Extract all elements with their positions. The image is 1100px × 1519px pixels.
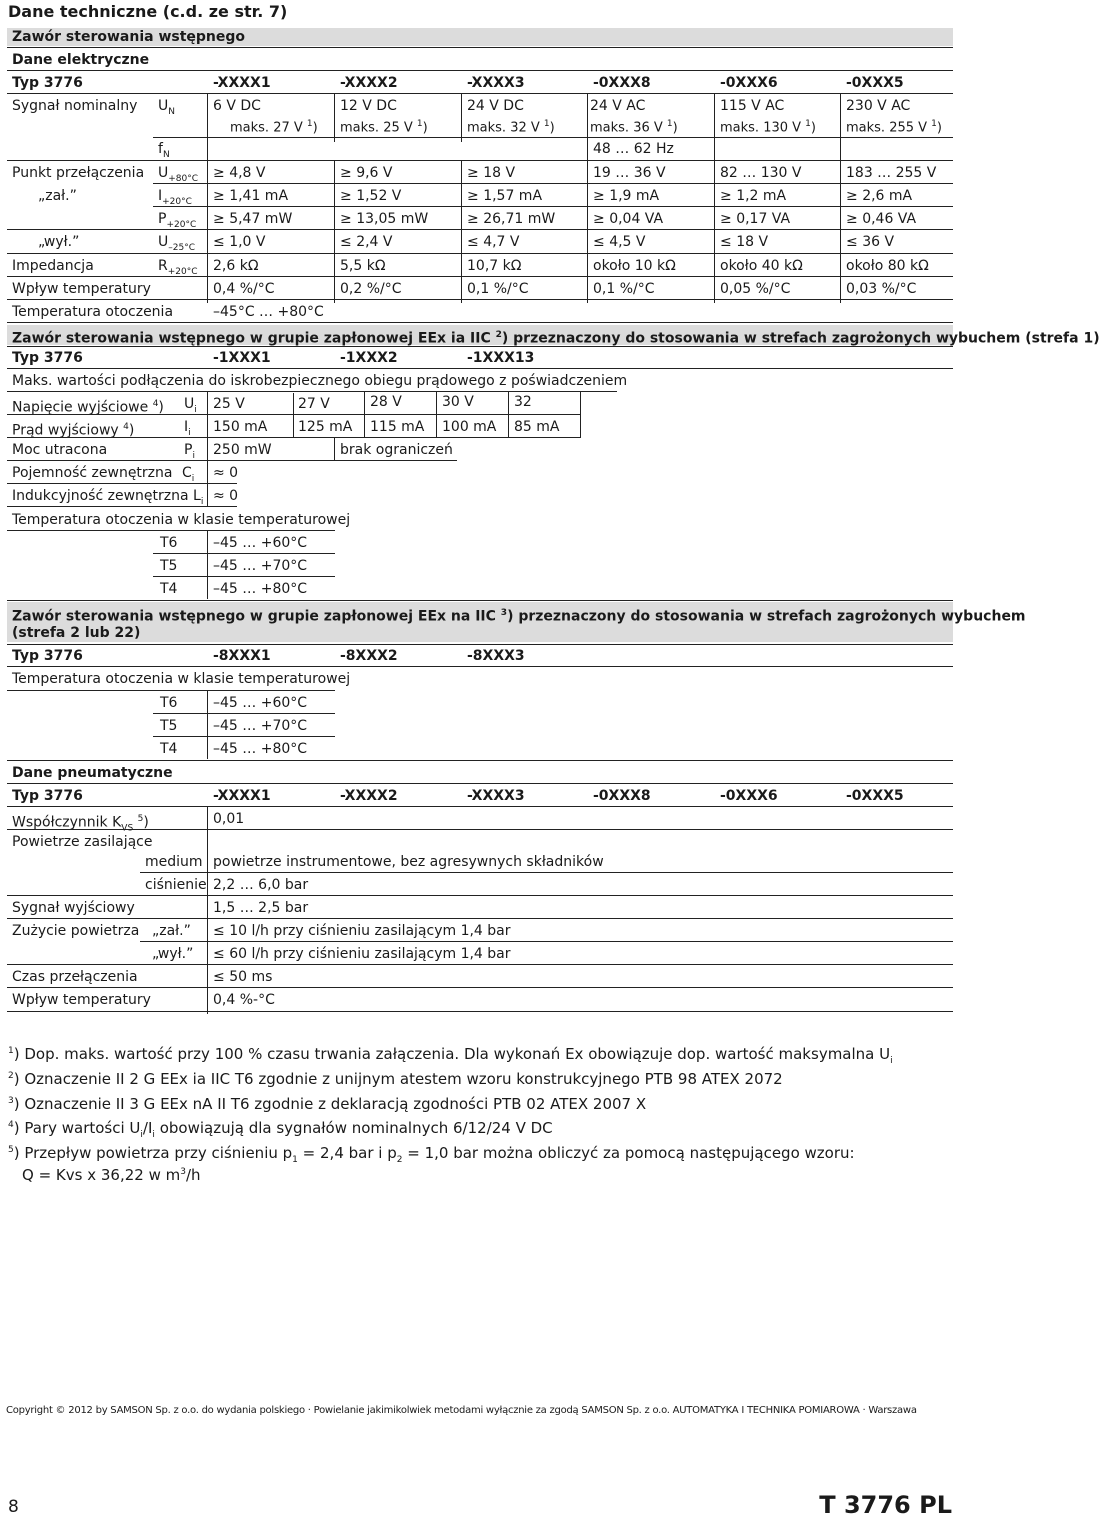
pi-value: brak ograniczeń bbox=[340, 442, 453, 458]
switch-point-label: Punkt przełączenia bbox=[12, 165, 145, 181]
footnote-4: $^4$) Pary wartości $U_i/I_i$ obowiązują dla sygnałów nominalnych 6/12/24 V DC bbox=[8, 1119, 553, 1140]
copyright-notice: Copyright © 2012 by SAMSON Sp. z o.o. do wydania polskiego · Powielanie jakimikolwiek metodami wyłącznie za zgodą SAMSON Sp. z o.o. AUTOMATYKA I TECHNIKA POMIAROWA · Warszawa bbox=[6, 1405, 917, 1416]
off-label: „wył.” bbox=[38, 234, 80, 250]
pi-symbol: $P_i$ bbox=[184, 442, 195, 461]
impedance-value: 10,7 kΩ bbox=[467, 258, 522, 274]
fn-symbol: $f_N$ bbox=[158, 141, 170, 160]
subsection-heading-electrical: Dane elektryczne bbox=[12, 52, 150, 68]
pneu-type-code: -0XXX6 bbox=[720, 788, 778, 804]
voltage: 6 V DC bbox=[213, 98, 261, 114]
column-divider bbox=[714, 93, 715, 303]
max-voltage: maks. 130 V $^1$) bbox=[720, 119, 816, 136]
divider bbox=[7, 299, 953, 300]
i20-value: ≥ 2,6 mA bbox=[846, 188, 913, 204]
divider bbox=[7, 530, 335, 531]
temp-range: –45 … +60°C bbox=[213, 535, 308, 551]
divider bbox=[7, 414, 581, 415]
pneu-type-code: -0XXX5 bbox=[846, 788, 904, 804]
pneu-type-code: -XXXX1 bbox=[213, 788, 271, 804]
output-signal-label: Sygnał wyjściowy bbox=[12, 900, 135, 916]
max-voltage: maks. 25 V $^1$) bbox=[340, 119, 428, 136]
u80-symbol: $U_{+80^\circ C}$ bbox=[158, 165, 199, 184]
voltage: 12 V DC bbox=[340, 98, 397, 114]
divider bbox=[7, 229, 953, 230]
consumption-off-label: „wył.” bbox=[152, 946, 194, 962]
divider bbox=[7, 964, 953, 965]
temp-range: –45 … +70°C bbox=[213, 558, 308, 574]
ii-value: 100 mA bbox=[442, 419, 497, 435]
temp-class-label: Temperatura otoczenia w klasie temperaturowej bbox=[12, 512, 351, 528]
temp-influence-value: 0,4 %/°C bbox=[213, 281, 275, 297]
divider bbox=[7, 47, 953, 48]
i20-value: ≥ 1,2 mA bbox=[720, 188, 787, 204]
document-code: T 3776 PL bbox=[819, 1491, 952, 1519]
grid-line bbox=[293, 393, 294, 437]
supply-air-label: Powietrze zasilające bbox=[12, 834, 153, 850]
signal-label: Sygnał nominalny bbox=[12, 98, 138, 114]
divider bbox=[7, 506, 237, 507]
max-values-label: Maks. wartości podłączenia do iskrobezpiecznego obiegu prądowego z poświadczeniem bbox=[12, 373, 628, 389]
i20-value: ≥ 1,41 mA bbox=[213, 188, 289, 204]
divider bbox=[7, 783, 953, 784]
grid-line bbox=[334, 437, 335, 460]
i20-value: ≥ 1,52 V bbox=[340, 188, 402, 204]
p20-value: ≥ 13,05 mW bbox=[340, 211, 429, 227]
kvs-label: Współczynnik $K_{VS}$ $^5$) bbox=[12, 814, 149, 834]
um25-symbol: $U_{-25^\circ C}$ bbox=[158, 234, 195, 253]
exna-type-code: -8XXX2 bbox=[340, 648, 398, 664]
divider bbox=[7, 666, 953, 667]
li-label: Indukcyjność zewnętrzna $L_i$ bbox=[12, 488, 204, 507]
max-voltage: maks. 255 V $^1$) bbox=[846, 119, 942, 136]
exia-type-label: Typ 3776 bbox=[12, 350, 83, 366]
ambient-temp-label: Temperatura otoczenia bbox=[12, 304, 174, 320]
divider bbox=[7, 253, 953, 254]
pi-value: 250 mW bbox=[213, 442, 272, 458]
divider bbox=[153, 736, 335, 737]
impedance-value: 2,6 kΩ bbox=[213, 258, 259, 274]
divider bbox=[7, 483, 237, 484]
consumption-on-value: ≤ 10 l/h przy ciśnieniu zasilającym 1,4 bar bbox=[213, 923, 511, 939]
u80-value: ≥ 4,8 V bbox=[213, 165, 266, 181]
max-voltage: maks. 36 V $^1$) bbox=[590, 119, 678, 136]
u80-value: 82 … 130 V bbox=[720, 165, 802, 181]
divider bbox=[7, 70, 953, 71]
ui-label: Napięcie wyjściowe $^4$) bbox=[12, 399, 164, 416]
ui-value: 25 V bbox=[213, 396, 245, 412]
divider bbox=[153, 576, 335, 577]
impedance-value: 5,5 kΩ bbox=[340, 258, 386, 274]
exia-type-code: -1XXX1 bbox=[213, 350, 271, 366]
divider bbox=[7, 644, 953, 645]
p20-symbol: $P_{+20^\circ C}$ bbox=[158, 211, 197, 230]
pneu-type-code: -XXXX3 bbox=[467, 788, 525, 804]
impedance-value: około 80 kΩ bbox=[846, 258, 929, 274]
max-voltage: maks. 32 V $^1$) bbox=[467, 119, 555, 136]
exia-heading: Zawór sterowania wstępnego w grupie zapłonowej EEx ia IIC $^2$) przeznaczony do stosowania w strefach zagrożonych wybuchem (strefa 1) bbox=[12, 330, 1100, 347]
output-signal-value: 1,5 … 2,5 bar bbox=[213, 900, 309, 916]
divider bbox=[7, 806, 953, 807]
pneu-temp-influence-value: 0,4 %-°C bbox=[213, 992, 275, 1008]
temp-class: T5 bbox=[160, 718, 178, 734]
ii-label: Prąd wyjściowy $^4$) bbox=[12, 422, 135, 439]
switch-time-label: Czas przełączenia bbox=[12, 969, 138, 985]
ii-symbol: $I_i$ bbox=[184, 419, 191, 438]
footnote-1: $^1$) Dop. maks. wartość przy 100 % czasu trwania załączenia. Dla wykonań Ex obowiązuje dop. wartość maksymalna $U_i$ bbox=[8, 1045, 893, 1066]
type-code: -0XXX6 bbox=[720, 75, 778, 91]
divider bbox=[7, 918, 953, 919]
temp-range: –45 … +60°C bbox=[213, 695, 308, 711]
voltage: 115 V AC bbox=[720, 98, 785, 114]
grid-line bbox=[207, 690, 208, 759]
exna-type-code: -8XXX1 bbox=[213, 648, 271, 664]
footnote-5: $^5$) Przepływ powietrza przy ciśnieniu $p_1 = 2,4$ bar i $p_2 = 1,0$ bar można obliczyć za pomocą następującego wzoru: bbox=[8, 1144, 855, 1165]
temp-influence-value: 0,2 %/°C bbox=[340, 281, 402, 297]
column-divider bbox=[334, 160, 335, 303]
pressure-label: ciśnienie bbox=[145, 877, 207, 893]
divider bbox=[7, 368, 953, 369]
ii-value: 125 mA bbox=[298, 419, 353, 435]
temp-influence-value: 0,1 %/°C bbox=[593, 281, 655, 297]
exna-type-code: -8XXX3 bbox=[467, 648, 525, 664]
type-code: -0XXX8 bbox=[593, 75, 651, 91]
p20-value: ≥ 0,17 VA bbox=[720, 211, 791, 227]
type-code: -XXXX3 bbox=[467, 75, 525, 91]
air-consumption-label: Zużycie powietrza bbox=[12, 923, 140, 939]
ui-value: 32 bbox=[514, 394, 532, 410]
divider bbox=[7, 1011, 953, 1012]
impedance-label: Impedancja bbox=[12, 258, 94, 274]
temp-class: T4 bbox=[160, 741, 178, 757]
footnote-2: $^2$) Oznaczenie II 2 G EEx ia IIC T6 zgodnie z unijnym atestem wzoru konstrukcyjnego PTB 98 ATEX 2072 bbox=[8, 1070, 783, 1088]
type-code: -0XXX5 bbox=[846, 75, 904, 91]
switch-time-value: ≤ 50 ms bbox=[213, 969, 273, 985]
divider bbox=[7, 160, 953, 161]
pi-label: Moc utracona bbox=[12, 442, 108, 458]
divider bbox=[7, 895, 953, 896]
footnote-5-formula: Q = Kvs x 36,22 w $m^3/h$ bbox=[22, 1166, 201, 1184]
divider bbox=[153, 183, 953, 184]
voltage: 24 V DC bbox=[467, 98, 524, 114]
ui-symbol: $U_i$ bbox=[184, 396, 197, 415]
frequency-value: 48 … 62 Hz bbox=[593, 141, 674, 157]
temp-class: T5 bbox=[160, 558, 178, 574]
medium-value: powietrze instrumentowe, bez agresywnych składników bbox=[213, 854, 604, 870]
temp-range: –45 … +80°C bbox=[213, 581, 308, 597]
column-divider bbox=[334, 93, 335, 142]
ui-value: 30 V bbox=[442, 394, 474, 410]
divider bbox=[153, 713, 335, 714]
divider bbox=[7, 600, 953, 601]
p20-value: ≥ 26,71 mW bbox=[467, 211, 556, 227]
p20-value: ≥ 0,46 VA bbox=[846, 211, 917, 227]
divider bbox=[7, 460, 457, 461]
ci-value: ≈ 0 bbox=[213, 465, 239, 481]
impedance-value: około 10 kΩ bbox=[593, 258, 676, 274]
temp-influence-value: 0,03 %/°C bbox=[846, 281, 917, 297]
grid-line bbox=[207, 437, 208, 506]
divider bbox=[7, 346, 953, 347]
divider bbox=[7, 437, 581, 438]
um25-value: ≤ 4,5 V bbox=[593, 234, 646, 250]
section-heading-preselector: Zawór sterowania wstępnego bbox=[12, 29, 246, 45]
um25-value: ≤ 1,0 V bbox=[213, 234, 266, 250]
column-divider bbox=[840, 93, 841, 303]
li-value: ≈ 0 bbox=[213, 488, 239, 504]
divider bbox=[7, 391, 617, 392]
exna-heading: Zawór sterowania wstępnego w grupie zapłonowej EEx na IIC $^3$) przeznaczony do stosowania w strefach zagrożonych wybuchem bbox=[12, 608, 1026, 625]
pneu-temp-influence-label: Wpływ temperatury bbox=[12, 992, 151, 1008]
divider bbox=[7, 829, 953, 830]
ui-value: 27 V bbox=[298, 396, 330, 412]
ui-value: 28 V bbox=[370, 394, 402, 410]
divider bbox=[7, 276, 953, 277]
um25-value: ≤ 4,7 V bbox=[467, 234, 520, 250]
impedance-value: około 40 kΩ bbox=[720, 258, 803, 274]
divider bbox=[7, 690, 335, 691]
consumption-off-value: ≤ 60 l/h przy ciśnieniu zasilającym 1,4 bar bbox=[213, 946, 511, 962]
i20-symbol: $I_{+20^\circ C}$ bbox=[158, 188, 192, 207]
pneu-type-code: -XXXX2 bbox=[340, 788, 398, 804]
i20-value: ≥ 1,57 mA bbox=[467, 188, 543, 204]
u80-value: 19 … 36 V bbox=[593, 165, 666, 181]
type-code: -XXXX2 bbox=[340, 75, 398, 91]
temp-class: T4 bbox=[160, 581, 178, 597]
p20-value: ≥ 5,47 mW bbox=[213, 211, 293, 227]
on-label: „zał.” bbox=[38, 188, 77, 204]
divider bbox=[7, 760, 953, 761]
ci-symbol: $C_i$ bbox=[182, 465, 195, 484]
u80-value: ≥ 18 V bbox=[467, 165, 516, 181]
divider bbox=[7, 93, 953, 94]
pneumatic-heading: Dane pneumatyczne bbox=[12, 765, 173, 781]
divider bbox=[153, 206, 953, 207]
pressure-value: 2,2 … 6,0 bar bbox=[213, 877, 309, 893]
ii-value: 115 mA bbox=[370, 419, 425, 435]
page-number: 8 bbox=[8, 1497, 19, 1517]
type-code: -XXXX1 bbox=[213, 75, 271, 91]
p20-value: ≥ 0,04 VA bbox=[593, 211, 664, 227]
medium-label: medium bbox=[145, 854, 203, 870]
grid-line bbox=[207, 806, 208, 1014]
exna-type-label: Typ 3776 bbox=[12, 648, 83, 664]
um25-value: ≤ 18 V bbox=[720, 234, 769, 250]
u80-value: ≥ 9,6 V bbox=[340, 165, 393, 181]
consumption-on-label: „zał.” bbox=[152, 923, 191, 939]
divider bbox=[153, 137, 953, 138]
divider bbox=[140, 941, 953, 942]
column-divider bbox=[587, 93, 588, 303]
divider bbox=[140, 872, 953, 873]
divider bbox=[153, 553, 335, 554]
temp-class: T6 bbox=[160, 695, 178, 711]
footnote-3: $^3$) Oznaczenie II 3 G EEx nA II T6 zgodnie z deklaracją zgodności PTB 02 ATEX 2007 X bbox=[8, 1095, 647, 1113]
ci-label: Pojemność zewnętrzna bbox=[12, 465, 173, 481]
kvs-value: 0,01 bbox=[213, 811, 245, 827]
temp-range: –45 … +70°C bbox=[213, 718, 308, 734]
r20-symbol: $R_{+20^\circ C}$ bbox=[158, 258, 198, 277]
ambient-temp-value: –45°C … +80°C bbox=[213, 304, 324, 320]
um25-value: ≤ 36 V bbox=[846, 234, 895, 250]
temp-class: T6 bbox=[160, 535, 178, 551]
exia-type-code: -1XXX13 bbox=[467, 350, 535, 366]
pneu-type-code: -0XXX8 bbox=[593, 788, 651, 804]
voltage: 24 V AC bbox=[590, 98, 646, 114]
divider bbox=[7, 987, 953, 988]
column-divider bbox=[207, 93, 208, 303]
grid-line bbox=[207, 530, 208, 599]
temp-influence-value: 0,1 %/°C bbox=[467, 281, 529, 297]
divider bbox=[7, 322, 953, 323]
column-divider bbox=[461, 160, 462, 303]
temp-influence-value: 0,05 %/°C bbox=[720, 281, 791, 297]
un-symbol: $U_N$ bbox=[158, 98, 175, 117]
exna-heading-line2: (strefa 2 lub 22) bbox=[12, 625, 141, 641]
ii-value: 85 mA bbox=[514, 419, 560, 435]
um25-value: ≤ 2,4 V bbox=[340, 234, 393, 250]
exna-temp-class-label: Temperatura otoczenia w klasie temperaturowej bbox=[12, 671, 351, 687]
u80-value: 183 … 255 V bbox=[846, 165, 937, 181]
max-voltage: maks. 27 V $^1$) bbox=[230, 119, 318, 136]
column-divider bbox=[461, 93, 462, 142]
ii-value: 150 mA bbox=[213, 419, 268, 435]
voltage: 230 V AC bbox=[846, 98, 911, 114]
i20-value: ≥ 1,9 mA bbox=[593, 188, 660, 204]
temp-influence-label: Wpływ temperatury bbox=[12, 281, 151, 297]
page-title: Dane techniczne (c.d. ze str. 7) bbox=[8, 2, 288, 21]
temp-range: –45 … +80°C bbox=[213, 741, 308, 757]
exia-type-code: -1XXX2 bbox=[340, 350, 398, 366]
pneu-type-label: Typ 3776 bbox=[12, 788, 83, 804]
type-label: Typ 3776 bbox=[12, 75, 83, 91]
